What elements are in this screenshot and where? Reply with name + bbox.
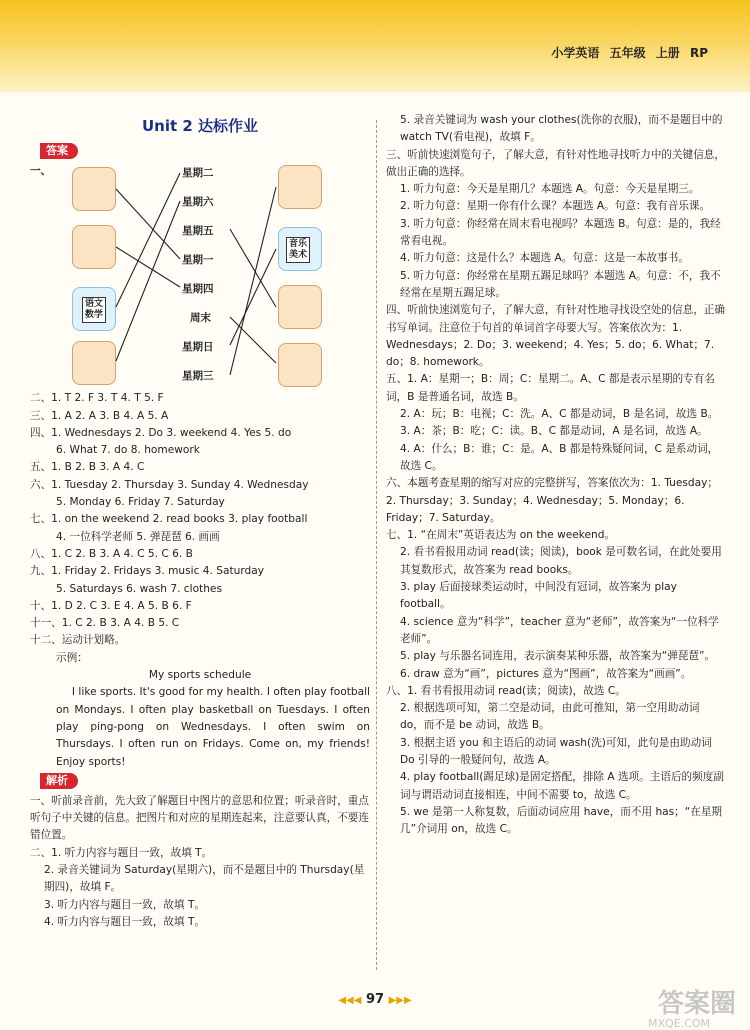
page-footer [0,992,750,1007]
answer-tag-row [30,141,370,163]
match-line [116,173,180,307]
match-line [230,249,276,345]
day-label: 星期六 [182,196,214,209]
analysis-line: 三、听前快速浏览句子，了解大意，有针对性地寻找听力中的关键信息，做出正确的选择。 [386,148,725,178]
analysis-line: 2. 听力句意：星期一你有什么课？本题选 A。句意：我有音乐课。 [400,200,711,213]
left-column [30,112,370,931]
day-label: 星期五 [182,225,214,238]
match-line [230,229,276,307]
answer-line: 十、1. D 2. C 3. E 4. A 5. B 6. F [30,599,192,612]
answer-line: 四、1. Wednesdays 2. Do 3. weekend 4. Yes 5. do [30,426,292,439]
analysis-line: 4. science 意为“科学”，teacher 意为“老师”，故答案为“一位科学老师”。 [400,615,719,645]
answer-line: 4. 一位科学老师 5. 弹琵琶 6. 画画 [56,530,220,543]
answer-line: 七、1. on the weekend 2. read books 3. play football [30,513,308,526]
answer-tag: 答案 [40,143,78,159]
analysis-line: 5. 录音关键词为 wash your clothes(洗你的衣服)，而不是题目中的 watch TV(看电视)，故填 F。 [400,114,723,144]
analysis-line: 2. A：玩；B：电视；C：洗。A、C 都是动词，B 是名词，故选 B。 [400,408,719,421]
analysis-line: 2. 看书看报用动词 read(读；阅读)，book 是可数名词，在此处要用其复数形式，故答案为 read books。 [400,546,722,576]
day-label: 星期三 [182,370,214,383]
answer-line: 6. What 7. do 8. homework [56,444,200,457]
analysis-line: 五、1. A：星期一；B：周；C：星期二。A、C 都是表示星期的专有名词，B 是普通名词，故选 B。 [386,373,715,403]
right-column [386,112,726,838]
analysis-line: 七、1. “在周末”英语表达为 on the weekend。 [386,529,616,542]
page-header-band [0,0,750,92]
page-title: Unit 2 达标作业 [141,117,259,135]
example-essay: I like sports. It's good for my health. I often play football on Mondays. I often play basketball on Tuesdays. I often play ping-pong on Wednesdays. I often swim on Thursdays. I often run on Fridays. Come on, my friends! Enjoy sports! [56,686,370,768]
analysis-line: 八、1. 看书看报用动词 read(读；阅读)，故选 C。 [386,684,626,697]
analysis-line: 2. 录音关键词为 Saturday(星期六)，而不是题目中的 Thursday(星期四)，故填 F。 [44,864,365,894]
matching-diagram [30,163,370,388]
analysis-line: 四、听前快速浏览句子，了解大意，有针对性地寻找设空处的信息，正确书写单词。注意位于句首的单词首字母要大写。答案依次为：1. Wednesdays；2. Do；3. weekend；4. Yes；5. do；6. What；7. do；8. homework。 [386,304,725,369]
example-title: My sports schedule [148,669,252,682]
analysis-line: 3. play 后面接球类运动时，中间没有冠词，故答案为 play football。 [400,581,677,611]
analysis-tag: 解析 [40,773,78,789]
analysis-line: 2. 根据选项可知，第二空是动词，由此可推知，第一空用助动词 do，而不是 be 动词，故选 B。 [400,702,700,732]
answer-line: 5. Monday 6. Friday 7. Saturday [56,496,225,509]
match-line [230,187,276,375]
analysis-line: 4. A：什么；B：谁；C：是。A、B 都是特殊疑问词，C 是系动词，故选 C。 [400,442,719,472]
analysis-line: 5. play 与乐器名词连用，表示演奏某种乐器，故答案为“弹琵琶”。 [400,650,716,663]
column-divider [376,120,377,970]
chinese-math-label: 语文 数学 [82,297,106,323]
watermark-url: MXQE.COM [648,1017,710,1030]
analysis-line: 4. 听力句意：这是什么？本题选 A。句意：这是一本故事书。 [400,252,689,265]
header-subject: 小学英语 五年级 上册 RP [551,46,708,60]
answer-line: 六、1. Tuesday 2. Thursday 3. Sunday 4. Wednesday [30,478,309,491]
answer-line: 五、1. B 2. B 3. A 4. C [30,461,145,474]
day-label: 星期四 [182,283,214,296]
analysis-line: 6. draw 意为“画”，pictures 意为“图画”，故答案为“画画”。 [400,667,692,680]
page-number: 97 [365,992,385,1007]
analysis-line: 3. 根据主语 you 和主语后的动词 wash(洗)可知，此句是由助动词 Do 引导的一般疑问句，故选 A。 [400,736,712,766]
answer-line: 二、1. T 2. F 3. T 4. T 5. F [30,392,164,405]
analysis-line: 六、本题考查星期的缩写对应的完整拼写，答案依次为：1. Tuesday；2. Thursday；3. Sunday；4. Wednesday；5. Monday；6. Friday；7. Saturday。 [386,477,719,524]
watermark-logo: 答案圈 [657,989,736,1019]
analysis-line: 5. we 是第一人称复数，后面动词应用 have，而不用 has；“在星期几”介词用 on，故选 C。 [400,805,723,836]
match-line [230,317,276,363]
prev-arrows-icon: ◀◀◀ [338,995,362,1006]
analysis-line: 一、听前录音前，先大致了解题目中图片的意思和位置；听录音时，重点听句子中关键的信息。把图片和对应的星期连起来，注意要认真，不要连错位置。 [30,794,369,842]
day-label: 星期日 [182,341,214,354]
next-arrows-icon: ▶▶▶ [388,995,412,1006]
day-label: 星期一 [182,254,214,267]
analysis-line: 二、1. 听力内容与题目一致，故填 T。 [30,846,213,859]
answer-line: 八、1. C 2. B 3. A 4. C 5. C 6. B [30,547,193,560]
day-label: 周末 [190,312,211,325]
answer-line: 九、1. Friday 2. Fridays 3. music 4. Saturday [30,565,264,578]
analysis-line: 3. 听力内容与题目一致，故填 T。 [44,898,206,911]
answer-line: 十一、1. C 2. B 3. A 4. B 5. C [30,617,180,630]
answers-block [30,390,370,771]
example-label: 示例： [56,651,88,664]
answer-line: 十二、运动计划略。 [30,634,126,647]
matching-lines [30,163,370,388]
music-art-label: 音乐 美术 [286,237,310,263]
analysis-line: 4. 听力内容与题目一致，故填 T。 [44,915,206,928]
analysis-line: 3. 听力句意：你经常在周末看电视吗？本题选 B。句意：是的，我经常看电视。 [400,217,721,248]
answer-line: 5. Saturdays 6. wash 7. clothes [56,582,222,595]
analysis-line: 3. A：茶；B：吃；C：读。B、C 都是动词，A 是名词，故选 A。 [400,425,708,438]
question-label: 一、 [30,165,52,178]
analysis-line: 4. play football(踢足球)是固定搭配，排除 A 选项。主语后的频度副词与谓语动词直接相连，中间不需要 to，故选 C。 [400,771,724,801]
analysis-tag-row [30,771,370,793]
analysis-line: 5. 听力句意：你经常在星期五踢足球吗？本题选 A。句意：不，我不经常在星期五踢足球。 [400,269,721,299]
analysis-line: 1. 听力句意：今天是星期几？本题选 A。句意：今天是星期三。 [400,183,700,196]
answer-line: 三、1. A 2. A 3. B 4. A 5. A [30,409,169,422]
day-label: 星期二 [182,167,214,180]
analysis-left-block [30,793,370,931]
